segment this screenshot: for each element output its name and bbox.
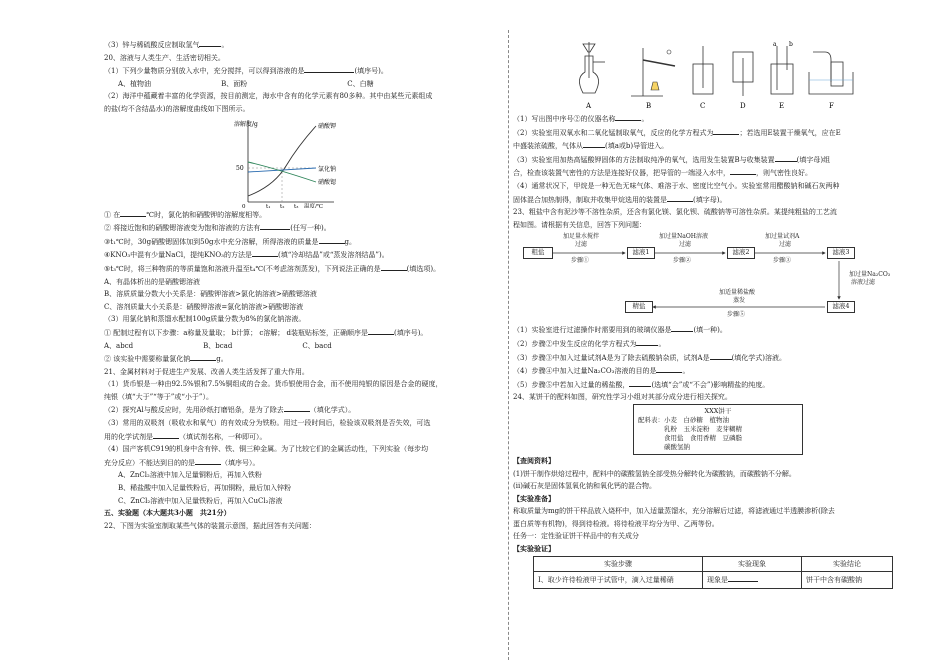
flow-box-filtrate-4: 滤液4 [827,301,855,313]
answer-blank[interactable] [710,351,732,360]
answer-blank[interactable] [615,112,641,121]
text: 合，检查该装置气密性的方法是连接好仪器，把导管的一端浸入水中， [513,169,730,178]
flow-box-filtrate-2: 滤液2 [727,247,755,259]
label-title: XXX饼干 [704,406,732,415]
answer-blank[interactable] [153,430,179,439]
table-row [534,572,893,589]
answer-blank[interactable] [368,326,394,335]
answer-blank[interactable] [667,193,693,202]
answer-blank[interactable] [120,208,146,217]
label-row: 碳酸氢钠 [638,442,690,451]
cell-conclusion: 饼干中含有碳酸钠 [802,572,893,589]
apparatus-svg [513,38,913,112]
q21-title: 21、金属材料对于促进生产发展、改善人类生活发挥了重大作用。 [104,367,309,376]
step3-reagent: 加过量试剂A [765,233,800,241]
apparatus-b-icon [631,48,675,96]
q21-4-a: A、ZnCl₂溶液中加入足量铜粉后，再加入铁粉 [118,471,262,480]
text: 。 [682,367,690,376]
text: 现象是 [707,576,728,585]
q21-2 [104,403,506,417]
option-c: C、白糖 [347,79,374,88]
step2-label: 步骤② [673,257,692,265]
x-tick-0: 0 [242,203,246,208]
q20-2-3 [104,235,506,249]
q20-2-4 [104,248,506,262]
text: （3）锌与稀硫酸反应制取氢气 [104,41,200,49]
apparatus-e-icon [771,41,793,94]
text: (填化学式)溶液。 [731,353,787,362]
q20-2-1 [104,208,506,222]
y-tick-50: 50 [236,164,244,172]
label-f: F [829,102,834,110]
step3-label: 步骤③ [773,257,792,265]
preparation-1: 称取质量为mg的饼干样品放入烧杯中，加入适量蒸馏水，充分溶解后过滤，将滤液通过半透膜渗析(除去 [513,507,835,516]
answer-blank[interactable] [304,64,354,73]
text: （3）步骤③中加入过量试剂A是为了除去硫酸钠杂质，试剂A是 [513,353,710,362]
text: (任写一种)。 [290,224,331,233]
q22-title: 22、下图为实验室制取某些气体的装置示意图，据此回答有关问题： [104,521,316,530]
q22-2 [513,126,913,140]
option-b: B、面粉 [221,79,248,88]
answer-blank[interactable] [730,166,756,175]
solubility-chart [234,116,506,208]
q22-3b [513,166,913,180]
q22-2b [513,139,913,153]
header-steps: 实验步骤 [534,556,703,572]
q21-4: （4）国产客机C919的机身中含有锌、铁、铜三种金属。为了比较它们的金属活动性，下列实验（每步均 [104,445,429,454]
port-b-label: b [789,41,793,48]
q23-title: 23、粗盐中含有泥沙等不溶性杂质，还含有氯化镁、氯化钡、硫酸钠等可溶性杂质。某提纯粗盐的工艺流 [513,208,837,217]
option-a: A、植物油 [118,79,152,88]
step1-label: 步骤① [571,257,590,265]
q23-5 [513,378,913,392]
reference-2: (ii)碱石灰是固体氢氧化钠和氧化钙的混合物。 [513,482,656,491]
apparatus-c-icon [693,46,713,94]
answer-blank[interactable] [252,248,278,257]
column-divider [508,30,509,660]
cell-step: I、取少许待检液甲于试管中，滴入过量稀硝 [534,572,703,589]
text: ① 配制过程有以下步骤：a称量及量取； b计算； c溶解； d装瓶贴标签，正确顺序是 [104,328,368,337]
q21-3b [104,430,506,444]
answer-blank[interactable] [629,378,651,387]
answer-blank[interactable] [713,126,739,135]
port-a-label: a [773,41,777,48]
text: ② 该实验中需要称量氯化钠 [104,355,191,364]
step5-label: 步骤⑤ [727,311,746,319]
experiment-table [533,556,893,589]
q20-3: （3）用氯化钠和蒸馏水配制100g质量分数为8%的氯化钠溶液。 [104,315,306,324]
option-b: B、bcad [203,341,233,350]
answer-blank[interactable] [190,352,216,361]
text: (填选项)。 [406,264,441,273]
task-1: 任务一：定性验证饼干样品中的有关成分 [513,532,639,541]
cell-phenomenon [703,572,802,589]
text: ④KNO₃中混有少量NaCl，提纯KNO₃的方法是 [104,251,252,260]
answer-blank[interactable] [381,262,407,271]
answer-blank[interactable] [728,573,758,582]
q20-2-2 [104,221,506,235]
label-d: D [740,102,746,110]
q22-4: （4）通常状况下，甲烷是一种无色无味气体、难溶于水、密度比空气小。实验室常用醋酸钠和碱石灰两种 [513,181,840,190]
step5-reagent: 加适量稀盐酸 [719,289,756,297]
q20-1 [104,64,506,78]
q20-2-5 [104,262,506,276]
q21-4-c: C、ZnCl₂溶液中加入足量铁粉后，再加入CuCl₂溶液 [118,496,283,505]
text: （填化学式）。 [309,406,356,415]
text: 。 [641,115,649,123]
answer-blank[interactable] [671,323,693,332]
text: ① 在 [104,210,121,219]
q21-3: （3）常用的双吸剂（吸收水和氧气）的有效成分为铁粉。用过一段时间后，检验该双吸剂是否失效，可选 [104,419,431,428]
solubility-chart-svg [234,116,384,208]
q20-1-options [104,78,506,91]
answer-blank[interactable] [260,221,290,230]
apparatus-a-icon [579,42,605,93]
text: （1）写出图中序号②的仪器名称 [513,115,616,123]
step4-reagent: 加过量Na₂CO₃ [849,271,891,279]
step1-reagent: 加足量水搅拌 [563,233,600,241]
q20-3-2 [104,352,506,366]
q20-2b: 的盐(均不含结晶水)的溶解度曲线如下图所示。 [104,104,250,113]
y-axis-label: 溶解度/g [234,120,258,128]
text: 用的化学试剂是 [104,432,153,441]
x-tick-t1: t₁ [266,203,271,208]
header-conclusion: 实验结论 [802,556,893,572]
q20-3-1-options [104,340,506,353]
step5-op: 蒸发 [733,297,746,305]
label-row: 食用盐 食用香精 豆磷脂 [638,433,742,442]
text: （1）实验室进行过滤操作时需要用到的玻璃仪器是 [513,326,672,335]
x-tick-t3: t₃ [294,203,299,208]
text: ③t₁℃时，30g硝酸锶固体加到50g水中充分溶解，所得溶液的质量是 [104,237,319,246]
text: g。 [216,355,228,364]
label-b: B [646,102,652,110]
q20-3-1 [104,326,506,340]
apparatus-d-icon [733,52,753,96]
text: （1）下列少量物质分别放入水中，充分搅拌，可以得到溶液的是 [104,67,305,76]
series-label-potassium-nitrate: 硝酸钾 [318,122,337,130]
text: （2）实验室用双氧水和二氧化锰制取氧气，反应的化学方程式为 [513,128,714,137]
left-column [104,38,506,532]
answer-blank[interactable] [636,337,658,346]
label-c: C [700,102,706,110]
section-reference: 【查阅资料】 [513,455,555,465]
q20-title: 20、溶液与人类生产、生活密切相关。 [104,53,225,62]
q20-2: （2）海洋中蕴藏着丰富的化学资源，按目前测定，海水中含有的化学元素有80多种。其中由某些元素组成 [104,92,433,101]
text: ② 将接近饱和的硝酸锶溶液变为饱和溶液的方法有 [104,224,261,233]
q23-1 [513,323,913,337]
text: (填字母)。 [693,195,727,204]
q23-title-b: 程如图。请根据有关信息，回答下列问题： [513,220,646,229]
option-a: A、abcd [104,341,134,350]
answer-blank[interactable] [775,153,797,162]
option-c: C、bacd [302,341,332,350]
text: ；若选用E装置干燥氧气，应在E [739,128,841,137]
label-row: 乳粉 玉米淀粉 麦芽糊精 [638,424,742,433]
header-phenomenon: 实验现象 [703,556,802,572]
x-tick-t2: t₂ [280,203,285,208]
q19-3: （3）锌与稀硫酸反应制取氢气 。 [104,38,506,52]
q22-4b [513,193,913,207]
series-label-strontium-nitrate: 硝酸锶 [318,178,337,186]
text: (填“冷却结晶”或“蒸发溶剂结晶”)。 [277,251,389,260]
text: (填序号)。 [354,67,388,76]
answer-blank[interactable] [195,456,221,465]
text: ，则气密性良好。 [756,169,812,178]
text: （3）实验室用加热高锰酸钾固体的方法制取纯净的氧气，选用发生装置B与收集装置 [513,155,775,164]
answer-blank[interactable] [284,403,310,412]
q23-2 [513,337,913,351]
step1-op: 过滤 [575,241,588,249]
flow-box-refined-salt: 精盐 [625,301,653,313]
q20-2-5-a: A、有晶体析出的是硝酸锶溶液 [104,277,201,286]
section-verification: 【实验验证】 [513,544,555,554]
text: 中盛装浓硫酸，气体从 [513,142,583,151]
text: g。 [344,237,356,246]
text: 充分反应）不能达到目的的是 [104,458,195,467]
step3-op: 过滤 [779,241,792,249]
text: （填序号）。 [221,458,260,467]
apparatus-f-icon [809,52,853,94]
text: （2）探究Al与酸反应时，先用砂纸打磨铝条，是为了除去 [104,406,284,415]
label-e: E [779,102,785,110]
flow-box-crude-salt: 粗盐 [523,247,553,259]
apparatus-figure [513,38,913,112]
text: ⑤t₃℃时，将三种物质的等质量饱和溶液升温至t₄℃(不考虑溶剂蒸发)，下列说法正确的是 [104,264,381,273]
text: 固体混合加热制得，制取并收集甲烷选用的装置是 [513,195,667,204]
q24-title: 24、某饼干的配料如图，研究性学习小组对其部分成分进行相关探究。 [513,393,732,402]
text: (填a或b)导管进入。 [605,142,669,151]
answer-blank[interactable] [319,235,345,244]
q20-2-5-c: C、溶剂质量大小关系是：硝酸钾溶液=氯化钠溶液>硝酸锶溶液 [104,302,304,311]
text: (填字母)组 [796,155,831,164]
label-a: A [586,102,592,110]
section-preparation: 【实验准备】 [513,493,555,503]
q23-3 [513,351,913,365]
flow-box-filtrate-3: 滤液3 [827,247,855,259]
text: （填试剂名称，一种即可）。 [179,432,267,441]
table-header-row [534,556,893,572]
text: （4）步骤④中加入过量Na₂CO₃溶液的目的是 [513,367,657,376]
q20-2-5-b: B、溶质质量分数大小关系是：硝酸钾溶液>氯化钠溶液>硝酸锶溶液 [104,290,317,299]
series-label-sodium-chloride: 氯化钠 [318,165,337,173]
text: (填一种)。 [693,326,727,335]
text: (选填“会”或“不会”)影响精盐的纯度。 [651,380,770,389]
step4-op: 溶液过滤 [851,279,876,287]
q22-3 [513,153,913,167]
q21-1: （1）货币银是一种由92.5%银和7.5%铜组成的合金。货币银使用合金，而不使用纯银的原因是合金的硬度， [104,380,443,389]
step2-op: 过滤 [679,241,692,249]
flow-box-filtrate-1: 滤液1 [627,247,655,259]
text: 。 [658,339,666,348]
answer-blank[interactable] [656,364,682,373]
text: （2）步骤②中发生反应的化学方程式为 [513,339,637,348]
q21-4b [104,456,506,470]
x-axis-label: 温度/℃ [304,203,324,208]
step2-reagent: 加过量NaOH溶液 [659,233,708,241]
section-5-title: 五、实验题（本大题共3小题 共21分） [104,508,231,518]
q22-1 [513,112,913,126]
q21-4-b: B、稀盐酸中加入足量铁粉后，再加铜粉，最后加入锌粉 [118,484,292,493]
label-row: 配料表：小麦 白砂糖 植物油 [638,415,729,424]
right-column [513,38,913,589]
text: （5）步骤⑤中若加入过量的稀盐酸， [513,380,630,389]
reference-1: (1)饼干制作烘焙过程中，配料中的碳酸氢钠全部受热分解转化为碳酸钠，而碳酸钠不分解。 [513,469,796,478]
q21-1b: 纯银（填“大于”“等于”或“小于”）。 [104,392,213,401]
q23-4 [513,364,913,378]
preparation-2: 蛋白质等有机物)，得到待检液。将待检液平均分为甲、乙两等份。 [513,519,719,528]
answer-blank[interactable] [199,38,221,47]
answer-blank[interactable] [583,139,605,148]
biscuit-ingredient-label [633,404,803,455]
purification-flowchart [513,231,913,323]
text: ℃时，氯化钠和硝酸钾的溶解度相等。 [146,210,267,219]
text: (填序号)。 [393,328,428,337]
